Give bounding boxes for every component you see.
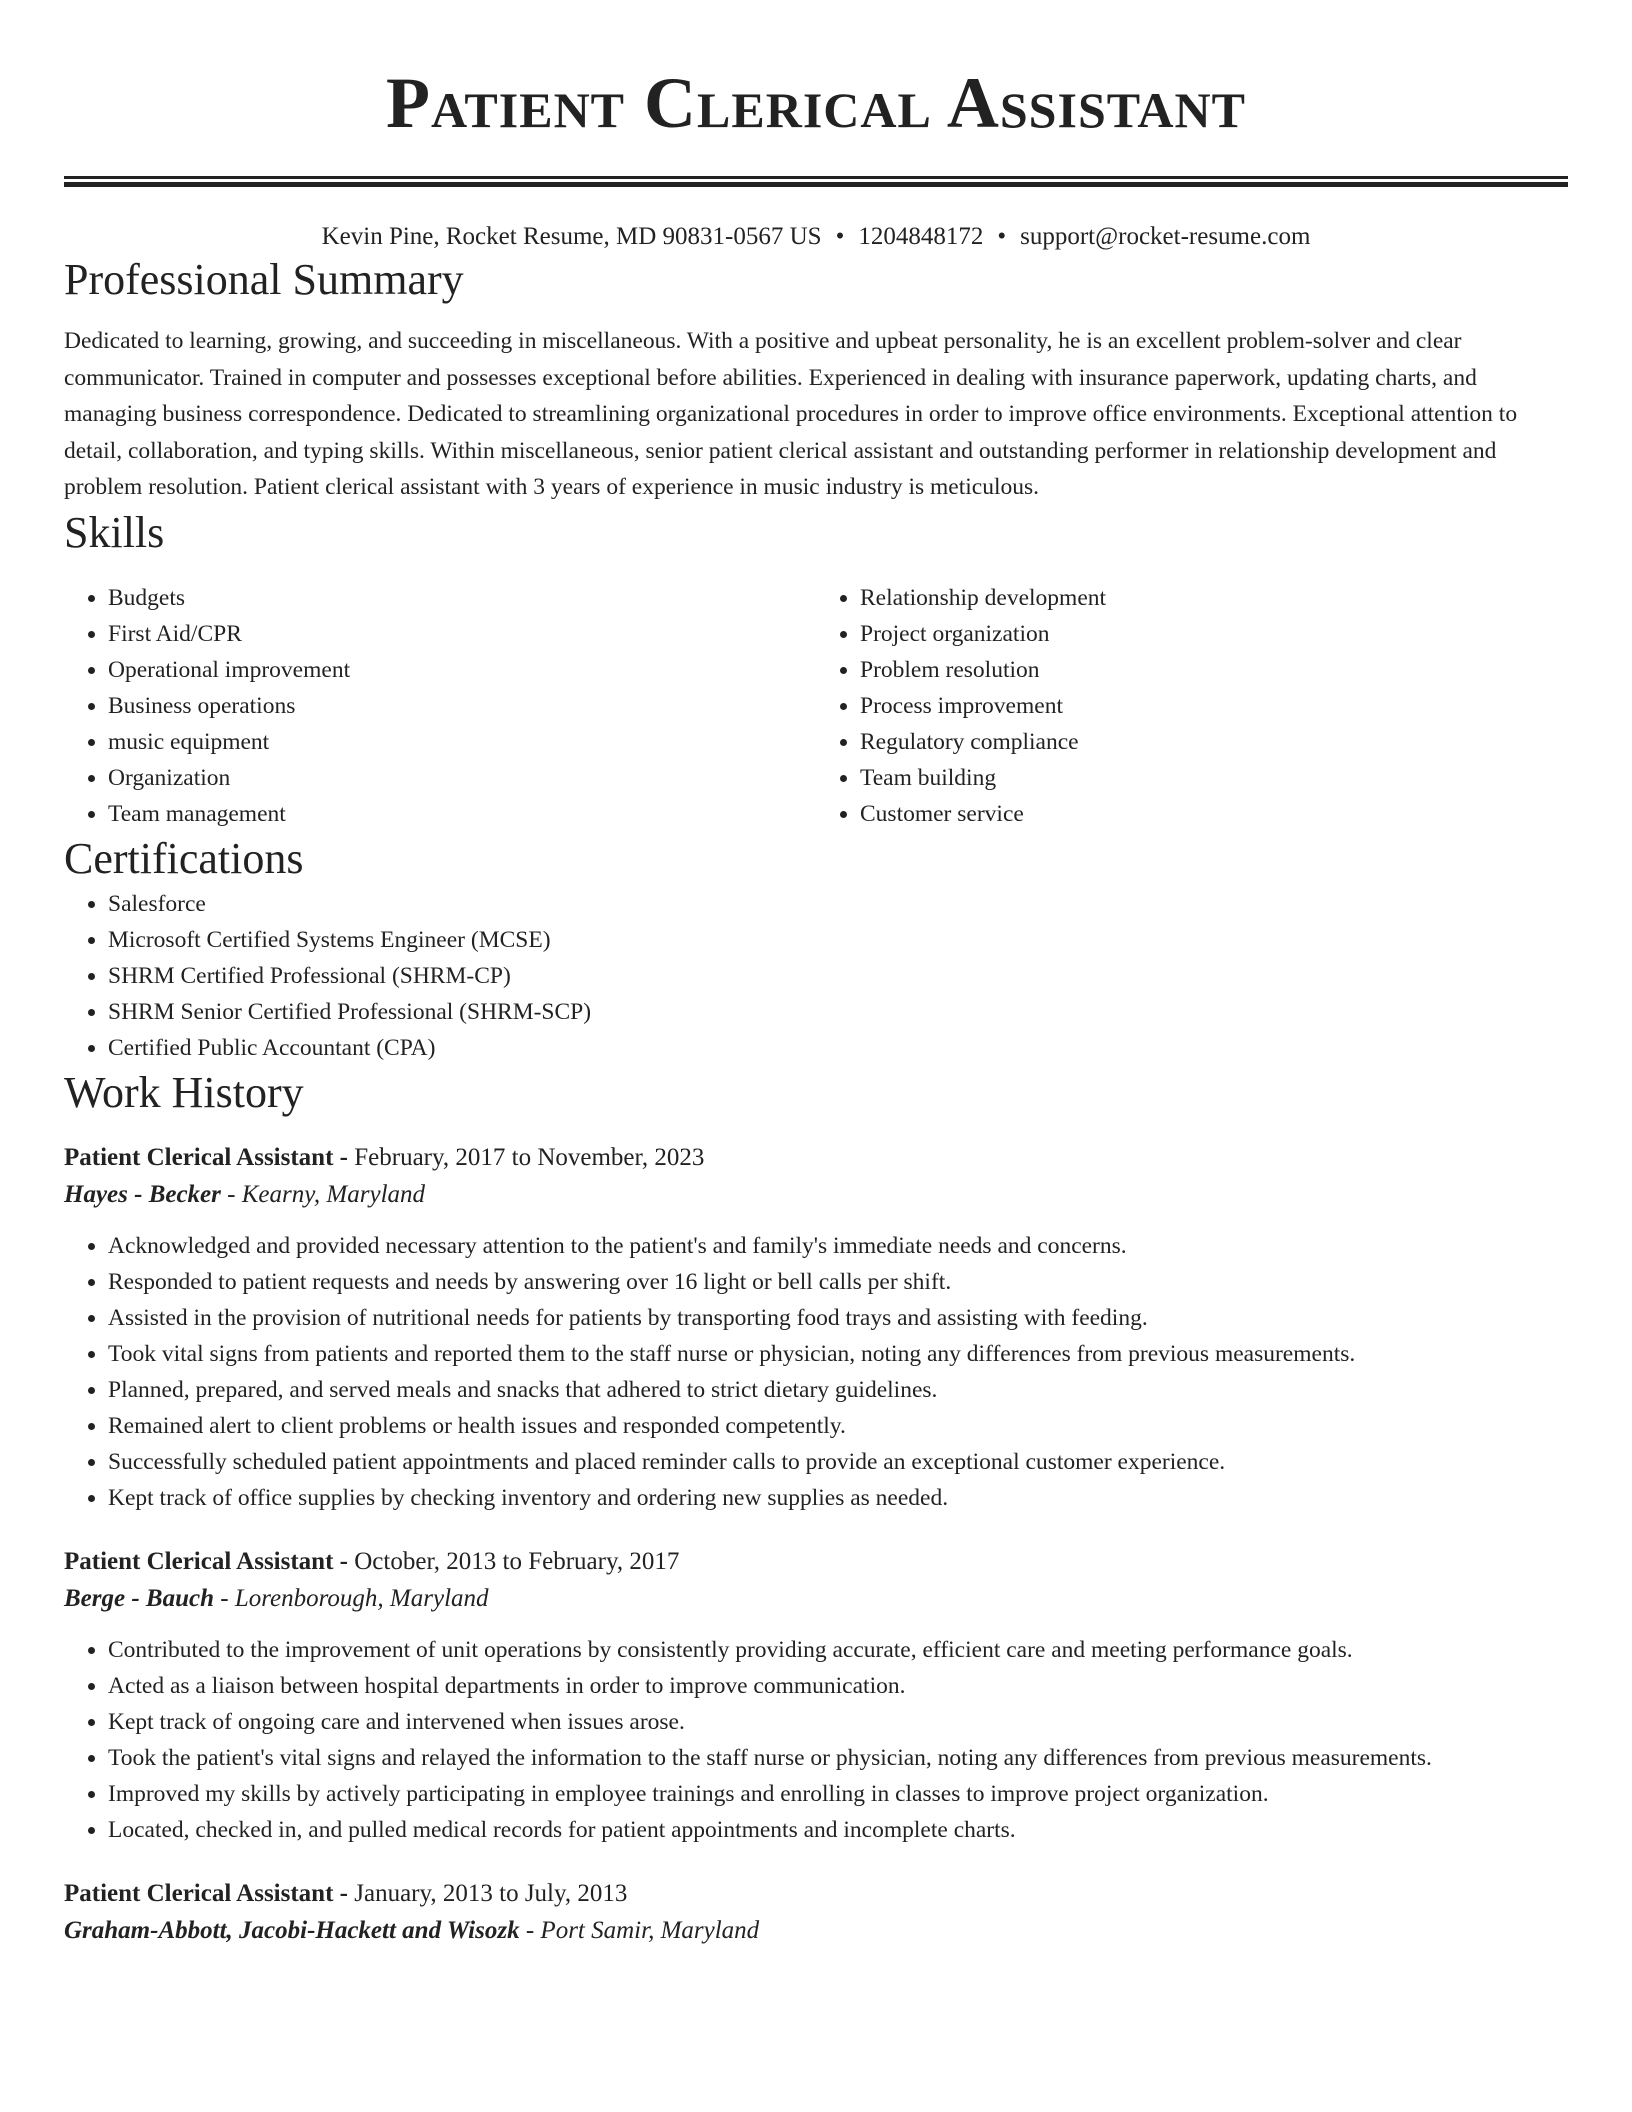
contact-line — [64, 221, 1568, 253]
skill-item: • Customer service — [860, 796, 1568, 832]
job-dash: - — [214, 1584, 235, 1612]
contact-separator: • — [997, 223, 1007, 250]
skill-item: • Problem resolution — [860, 652, 1568, 688]
skill-item: • Operational improvement — [108, 652, 816, 688]
job-location: Port Samir, Maryland — [540, 1916, 760, 1944]
job-duty-item: • Took the patient's vital signs and relayed the information to the staff nurse or physician, noting any differences from previous measurements. — [108, 1740, 1568, 1776]
skill-item: • Team building — [860, 760, 1568, 796]
work-history-heading: Work History — [64, 1067, 304, 1117]
skills-heading: Skills — [64, 507, 165, 557]
job-dash: - — [333, 1547, 355, 1575]
job-duty-item: • Acted as a liaison between hospital departments in order to improve communication. — [108, 1668, 1568, 1704]
skills-list-right — [816, 580, 1568, 832]
job-location: Kearny, Maryland — [241, 1180, 426, 1208]
job-company-line — [64, 1176, 1568, 1214]
work-history-list — [64, 1140, 1568, 1950]
job-duty-item: • Planned, prepared, and served meals and snacks that adhered to strict dietary guidelines. — [108, 1372, 1568, 1408]
job-duty-item: • Assisted in the provision of nutritional needs for patients by transporting food trays and assisting with feeding. — [108, 1300, 1568, 1336]
job-company: Graham-Abbott, Jacobi-Hackett and Wisozk — [64, 1916, 520, 1944]
certification-item: • Microsoft Certified Systems Engineer (MCSE) — [108, 922, 1568, 958]
job-duty-item: • Improved my skills by actively participating in employee trainings and enrolling in classes to improve project organization. — [108, 1776, 1568, 1812]
job-duty-item: • Responded to patient requests and needs by answering over 16 light or bell calls per shift. — [108, 1264, 1568, 1300]
certification-item: • SHRM Certified Professional (SHRM-CP) — [108, 958, 1568, 994]
job-company-line — [64, 1912, 1568, 1950]
contact-phone: 1204848172 — [858, 223, 984, 250]
certification-item: • Salesforce — [108, 886, 1568, 922]
job-company: Hayes - Becker — [64, 1180, 221, 1208]
job-duty-item: • Kept track of ongoing care and intervened when issues arose. — [108, 1704, 1568, 1740]
job-dates: January, 2013 to July, 2013 — [354, 1879, 628, 1907]
job-duty-item: • Remained alert to client problems or health issues and responded competently. — [108, 1408, 1568, 1444]
job-entry — [64, 1544, 1568, 1848]
job-entry — [64, 1140, 1568, 1516]
job-location: Lorenborough, Maryland — [234, 1584, 489, 1612]
job-dash: - — [333, 1143, 355, 1171]
job-duties-list — [64, 1632, 1568, 1848]
job-dash: - — [333, 1879, 355, 1907]
skill-item: • Budgets — [108, 580, 816, 616]
contact-address: Kevin Pine, Rocket Resume, MD 90831-0567 US — [321, 223, 822, 250]
job-duties-list — [64, 1228, 1568, 1516]
skills-list-left — [64, 580, 816, 832]
summary-text: Dedicated to learning, growing, and succeeding in miscellaneous. With a positive and upbeat personality, he is an excellent problem-solver and clear communicator. Trained in computer and possesses exceptional before abilities. Experienced in dealing with insurance paperwork, updating charts, and managing business correspondence. Dedicated to streamlining organizational procedures in order to improve office environments. Exceptional attention to detail, collaboration, and typing skills. Within miscellaneous, senior patient clerical assistant and outstanding performer in relationship development and problem resolution. Patient clerical assistant with 3 years of experience in music industry is meticulous. — [64, 328, 1518, 500]
job-company-line — [64, 1580, 1568, 1618]
job-company: Berge - Bauch — [64, 1584, 214, 1612]
job-entry — [64, 1876, 1568, 1950]
job-duty-item: • Kept track of office supplies by checking inventory and ordering new supplies as needed. — [108, 1480, 1568, 1516]
certifications-heading: Certifications — [64, 833, 304, 883]
skill-item: • Process improvement — [860, 688, 1568, 724]
skill-item: • Relationship development — [860, 580, 1568, 616]
skill-item: • music equipment — [108, 724, 816, 760]
job-dash: - — [220, 1180, 242, 1208]
skill-item: • Team management — [108, 796, 816, 832]
job-title-line — [64, 1544, 1568, 1580]
skill-item: • Organization — [108, 760, 816, 796]
job-dash: - — [519, 1916, 541, 1944]
contact-email: support@rocket-resume.com — [1020, 223, 1311, 250]
job-title-line — [64, 1140, 1568, 1176]
contact-separator: • — [835, 223, 845, 250]
job-title-line — [64, 1876, 1568, 1912]
job-duty-item: • Acknowledged and provided necessary attention to the patient's and family's immediate needs and concerns. — [108, 1228, 1568, 1264]
certification-item: • SHRM Senior Certified Professional (SHRM-SCP) — [108, 994, 1568, 1030]
job-title: Patient Clerical Assistant — [64, 1547, 334, 1575]
skills-columns — [64, 580, 1568, 832]
job-title: Patient Clerical Assistant — [64, 1879, 334, 1907]
skill-item: • First Aid/CPR — [108, 616, 816, 652]
job-dates: February, 2017 to November, 2023 — [354, 1143, 705, 1171]
job-duty-item: • Contributed to the improvement of unit operations by consistently providing accurate, efficient care and meeting performance goals. — [108, 1632, 1568, 1668]
job-title: Patient Clerical Assistant — [64, 1143, 334, 1171]
skill-item: • Business operations — [108, 688, 816, 724]
job-dates: October, 2013 to February, 2017 — [354, 1547, 680, 1575]
job-duty-item: • Took vital signs from patients and reported them to the staff nurse or physician, noting any differences from previous measurements. — [108, 1336, 1568, 1372]
skill-item: • Project organization — [860, 616, 1568, 652]
job-duty-item: • Successfully scheduled patient appointments and placed reminder calls to provide an exceptional customer experience. — [108, 1444, 1568, 1480]
job-duty-item: • Located, checked in, and pulled medical records for patient appointments and incomplete charts. — [108, 1812, 1568, 1848]
page-title: Patient Clerical Assistant — [386, 63, 1246, 143]
skill-item: • Regulatory compliance — [860, 724, 1568, 760]
certifications-list — [64, 886, 1568, 1066]
summary-heading: Professional Summary — [64, 255, 464, 304]
certification-item: • Certified Public Accountant (CPA) — [108, 1030, 1568, 1066]
title-divider — [64, 176, 1568, 187]
